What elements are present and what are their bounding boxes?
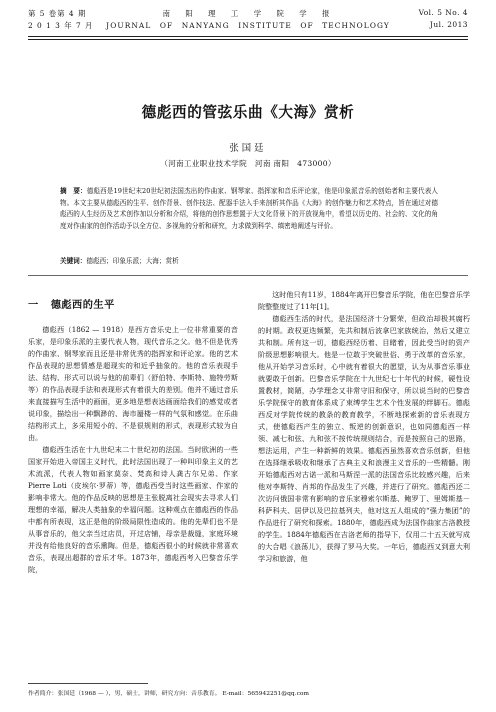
paragraph: 德彪西生活在十九世纪末二十世纪初的法国。当时欧洲的一些国家开始进入帝国主义时代，此时法国出现了一种叫印象主义的艺术流派，代表人物如画家莫奈、梵高和诗人龚古尔兄弟、作家 Pierre Loti（皮埃尔·罗蒂）等，德彪西受当时这些画家、作家的影响非常大。他的作品反映的思想是主张脱离社会现实去寻求人们理想的幸福，解决人类抽象的幸福问题。这种观点在德彪西的作品中都有所表现，这正是他的阶级局限性造成的。他的先辈们也不是从事音乐的，他父亲当过店员，开过店铺，母亲是裁缝，家庭环境并没有给他良好的音乐熏陶。但是，德彪西很小的时候就非常喜欢音乐，表现出超群的音乐才华。1873年，德彪西考入巴黎音乐学院， (28, 445, 238, 574)
abstract-divider (28, 275, 468, 276)
author-footnote: 作者简介：张国廷（1968 — ），男，硕士，讲师，研究方向：音乐教育。 E-mail：565942251@qq.com (28, 691, 309, 697)
right-column (258, 289, 470, 565)
issue-cn: 第 5 卷第 4 期 (28, 9, 87, 18)
abstract-label: 摘 要： (60, 187, 87, 195)
abstract (60, 186, 438, 232)
journal-title-en: JOURNAL OF NANYANG INSTITUTE OF TECHNOLOGY (106, 21, 390, 30)
article-title: 德彪西的管弦乐曲《大海》赏析 (141, 104, 355, 121)
date-cn: 2 0 1 3 年 7 月 (28, 21, 94, 30)
keywords-label: 关键词： (60, 257, 87, 265)
journal-title-cn: 南 阳 理 工 学 院 学 报 (162, 9, 334, 18)
footnote-rule (28, 683, 148, 684)
paragraph: 德彪西生活的时代，是法国经济十分繁荣，但政治却极其腐朽的时期。政权更迭频繁，先共和制后波拿巴家族统治，然后又建立共和制。所有这一切，德彪西经历着、目睹着，因此受当时的资产阶级思想影响很大。他是一位敢于突破世俗、勇于改革的音乐家，他从开始学习音乐时，心中就有着很大的愿望，认为从事音乐事业就要敢于创新。巴黎音乐学院在十九世纪七十年代的时候，硬性设置教材，简陋，办学理念又非常守旧和保守，所以说当时的巴黎音乐学院保守的教育体系成了束缚学生艺术个性发展的绊脚石。德彪西反对学院传统的教条的教育教学，不断地探索新的音乐表现方式，使德彪西产生的独立、叛逆的创新意识，也如同德彪西一样领、减七和弦、九和弦不按传统规则结合，而是按照自己的思路，想法运用，产生一种新鲜的效果。德彪西虽然喜欢音乐创新，但他在选择继承吸收和继承了古典主义和浪漫主义音乐的一些精髓。刚开始德彪西对古诺一派和马斯涅一派的法国音乐比较感兴趣，后来他对李斯特、肖邦的作品发生了兴趣，并进行了研究。德彪西还二次访问俄国非常有影响的音乐家穆索尔斯基、鲍罗丁、里姆斯基－科萨科夫、居伊以及巴拉基列夫，他对这五人组成的“强力集团”的作品进行了研究和探索。1880年，德彪西成为法国作曲家古洛教授的学生。1884年德彪西在吉洛老师的指导下，仅用二十五天就写成的大合唱《浪荡儿》，获得了罗马大奖。一年后，德彪西又到意大利学习和旅游，他 (258, 314, 470, 563)
paragraph: 这时他只有11岁，1884年离开巴黎音乐学院，他在巴黎音乐学院整整度过了11年[1]。 (258, 290, 470, 311)
header-rule-thick (28, 36, 468, 37)
author-affiliation: （河南工业职业技术学院 河南 南阳 473000） (160, 159, 336, 168)
header-rule-thin (28, 39, 468, 40)
volume-en: Vol. 5 No. 4 (418, 8, 468, 17)
abstract-text: 德彪西是19世纪末20世纪初法国杰出的作曲家、钢琴家、指挥家和音乐评论家，他是印象派音乐的创始者和主要代表人物。本文主要从德彪西的生平、创作背景、创作技法、配器手法入手来剖析其作品《大海》的创作魅力和艺术特点，旨在通过对德彪西的人生经历及艺术创作加以分析和介绍，将他的创作思想置于大文化背景下的开放视角中，希望以历史的、社会的、文化的角度对作曲家的创作活动予以全方位、多视角的分析和研究，力求做到科学、缜密地阐述与评价。 (60, 187, 438, 230)
date-en: Jul. 2013 (429, 20, 468, 29)
section-number: 一 (28, 300, 39, 311)
paragraph: 德彪西（1862 — 1918）是西方音乐史上一位非常重要的音乐家，是印象乐派的主要代表人物，现代音乐之父。他不但是优秀的作曲家、钢琴家而且还是非常优秀的指挥家和评论家。他的艺术作品表现的思想情感是超现实的和近乎抽象的。他的音乐表现手法、结构、形式可以说与他的前辈们（舒伯特、李斯特、施特劳斯等）的作品表现手法和表现形式有着很大的差别。他并不通过音乐来直接描写生活中的画面，更多地是想表达画面给我们的感觉或者说印象，描绘出一种飘渺的、海市蜃楼一样的气氛和感觉。在乐曲结构形式上，多采用短小的、不是很规则的形式，表现形式较为自由。 (28, 325, 238, 442)
article-author: 张国廷 (229, 143, 267, 154)
keywords-text: 德彪西；印象乐派；大海；赏析 (86, 257, 179, 265)
running-header (28, 8, 468, 44)
section-heading (28, 300, 238, 312)
left-column (28, 290, 238, 576)
section-title: 德彪西的生平 (50, 300, 115, 311)
keywords (60, 256, 438, 268)
